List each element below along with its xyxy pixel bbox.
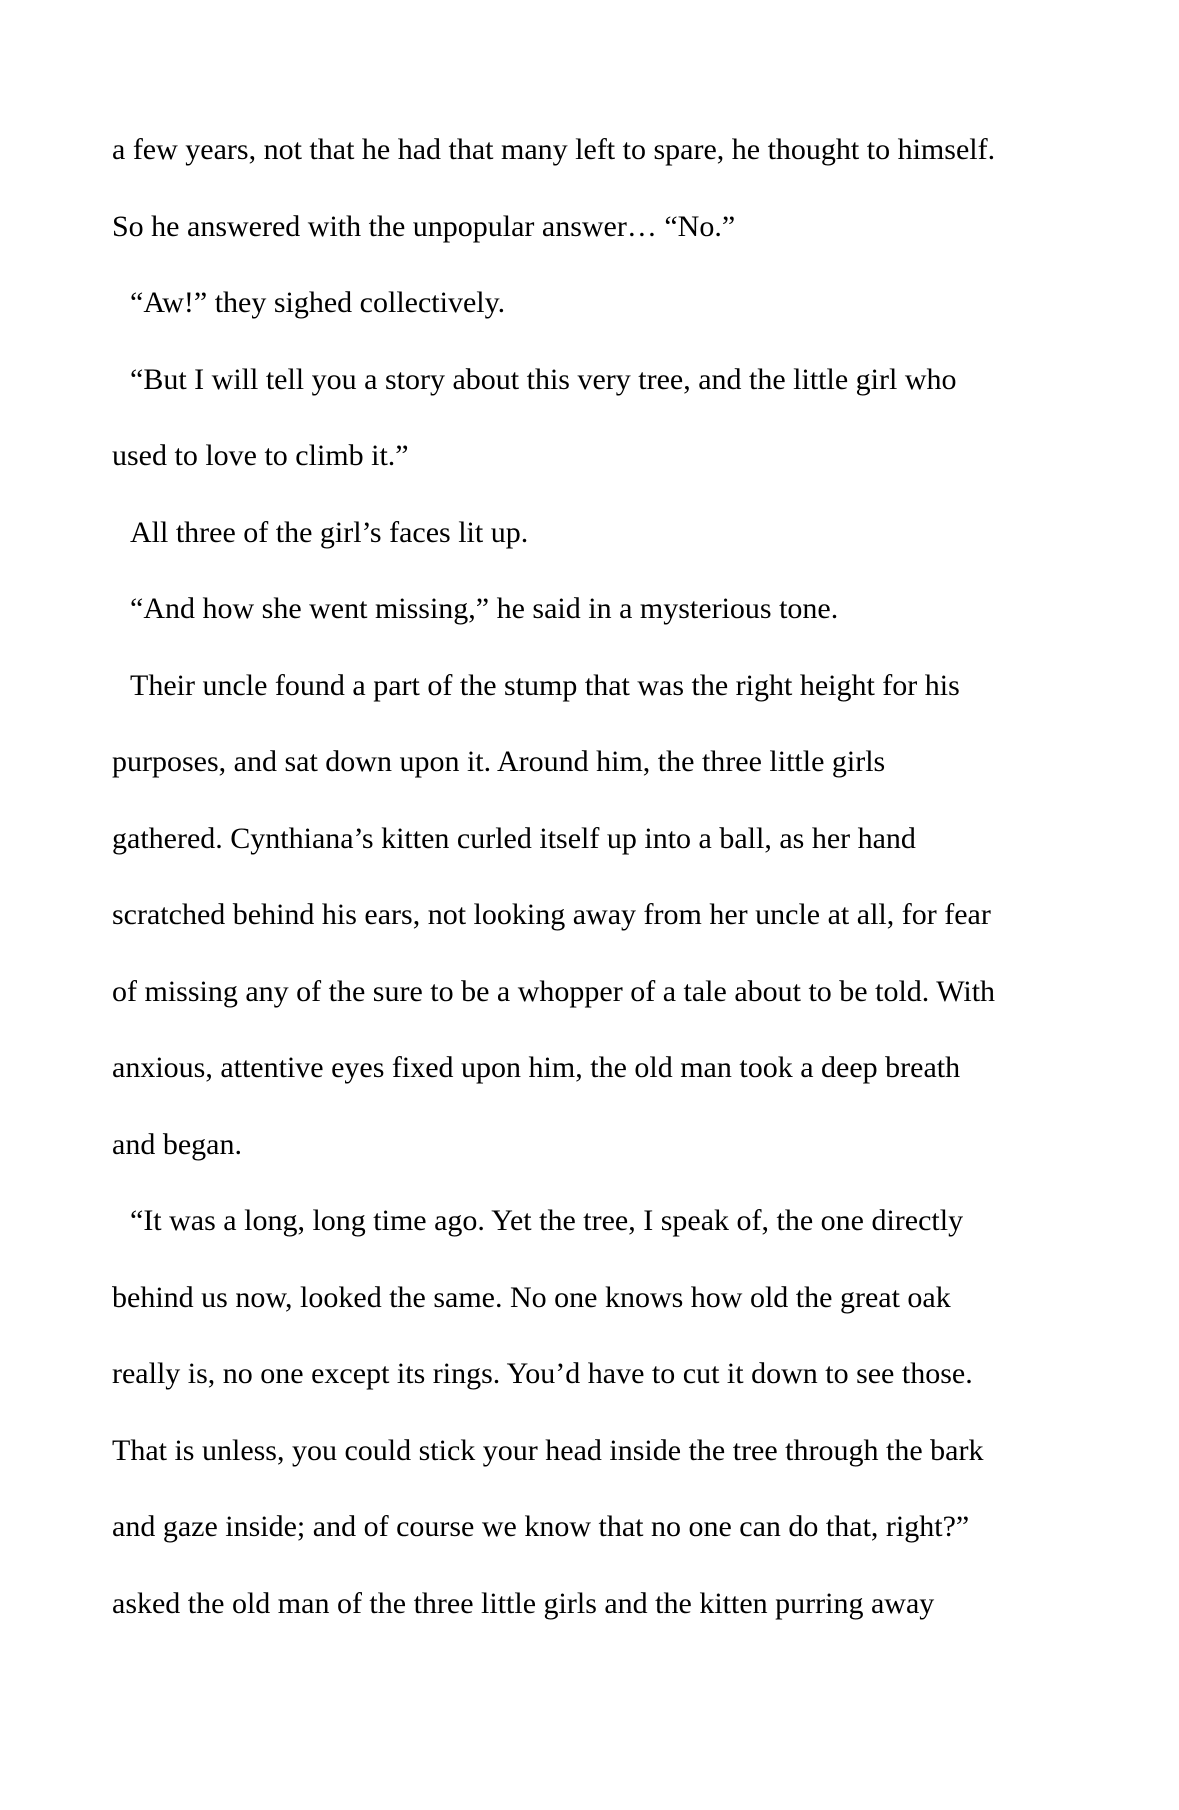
text-line: “Aw!” they sighed collectively. xyxy=(130,286,506,319)
text-line: and began. xyxy=(112,1127,242,1161)
text-line: a few years, not that he had that many left to spare, he thought to himself. xyxy=(112,133,996,166)
text-line: All three of the girl’s faces lit up. xyxy=(130,515,529,549)
text-line: anxious, attentive eyes fixed upon him, the old man took a deep breath xyxy=(112,1051,961,1084)
text-line: behind us now, looked the same. No one knows how old the great oak xyxy=(112,1280,951,1314)
text-line: gathered. Cynthiana’s kitten curled itself up into a ball, as her hand xyxy=(112,821,916,855)
story-text xyxy=(112,112,1102,1642)
text-line: used to love to climb it.” xyxy=(112,439,409,472)
text-line: really is, no one except its rings. You’d have to cut it down to see those. xyxy=(112,1357,973,1390)
text-line: of missing any of the sure to be a whopper of a tale about to be told. With xyxy=(112,974,996,1008)
text-line: That is unless, you could stick your head inside the tree through the bark xyxy=(112,1433,984,1467)
text-line: asked the old man of the three little girls and the kitten purring away xyxy=(112,1586,935,1620)
text-line: “But I will tell you a story about this very tree, and the little girl who xyxy=(130,362,957,396)
text-line: scratched behind his ears, not looking away from her uncle at all, for fear xyxy=(112,898,991,931)
text-line: Their uncle found a part of the stump that was the right height for his xyxy=(130,668,960,702)
text-line: and gaze inside; and of course we know that no one can do that, right?” xyxy=(112,1510,970,1543)
text-line: “And how she went missing,” he said in a mysterious tone. xyxy=(130,592,839,625)
text-line: purposes, and sat down upon it. Around him, the three little girls xyxy=(112,745,886,778)
text-line: So he answered with the unpopular answer… “No.” xyxy=(112,209,736,243)
text-line: “It was a long, long time ago. Yet the tree, I speak of, the one directly xyxy=(130,1204,964,1237)
